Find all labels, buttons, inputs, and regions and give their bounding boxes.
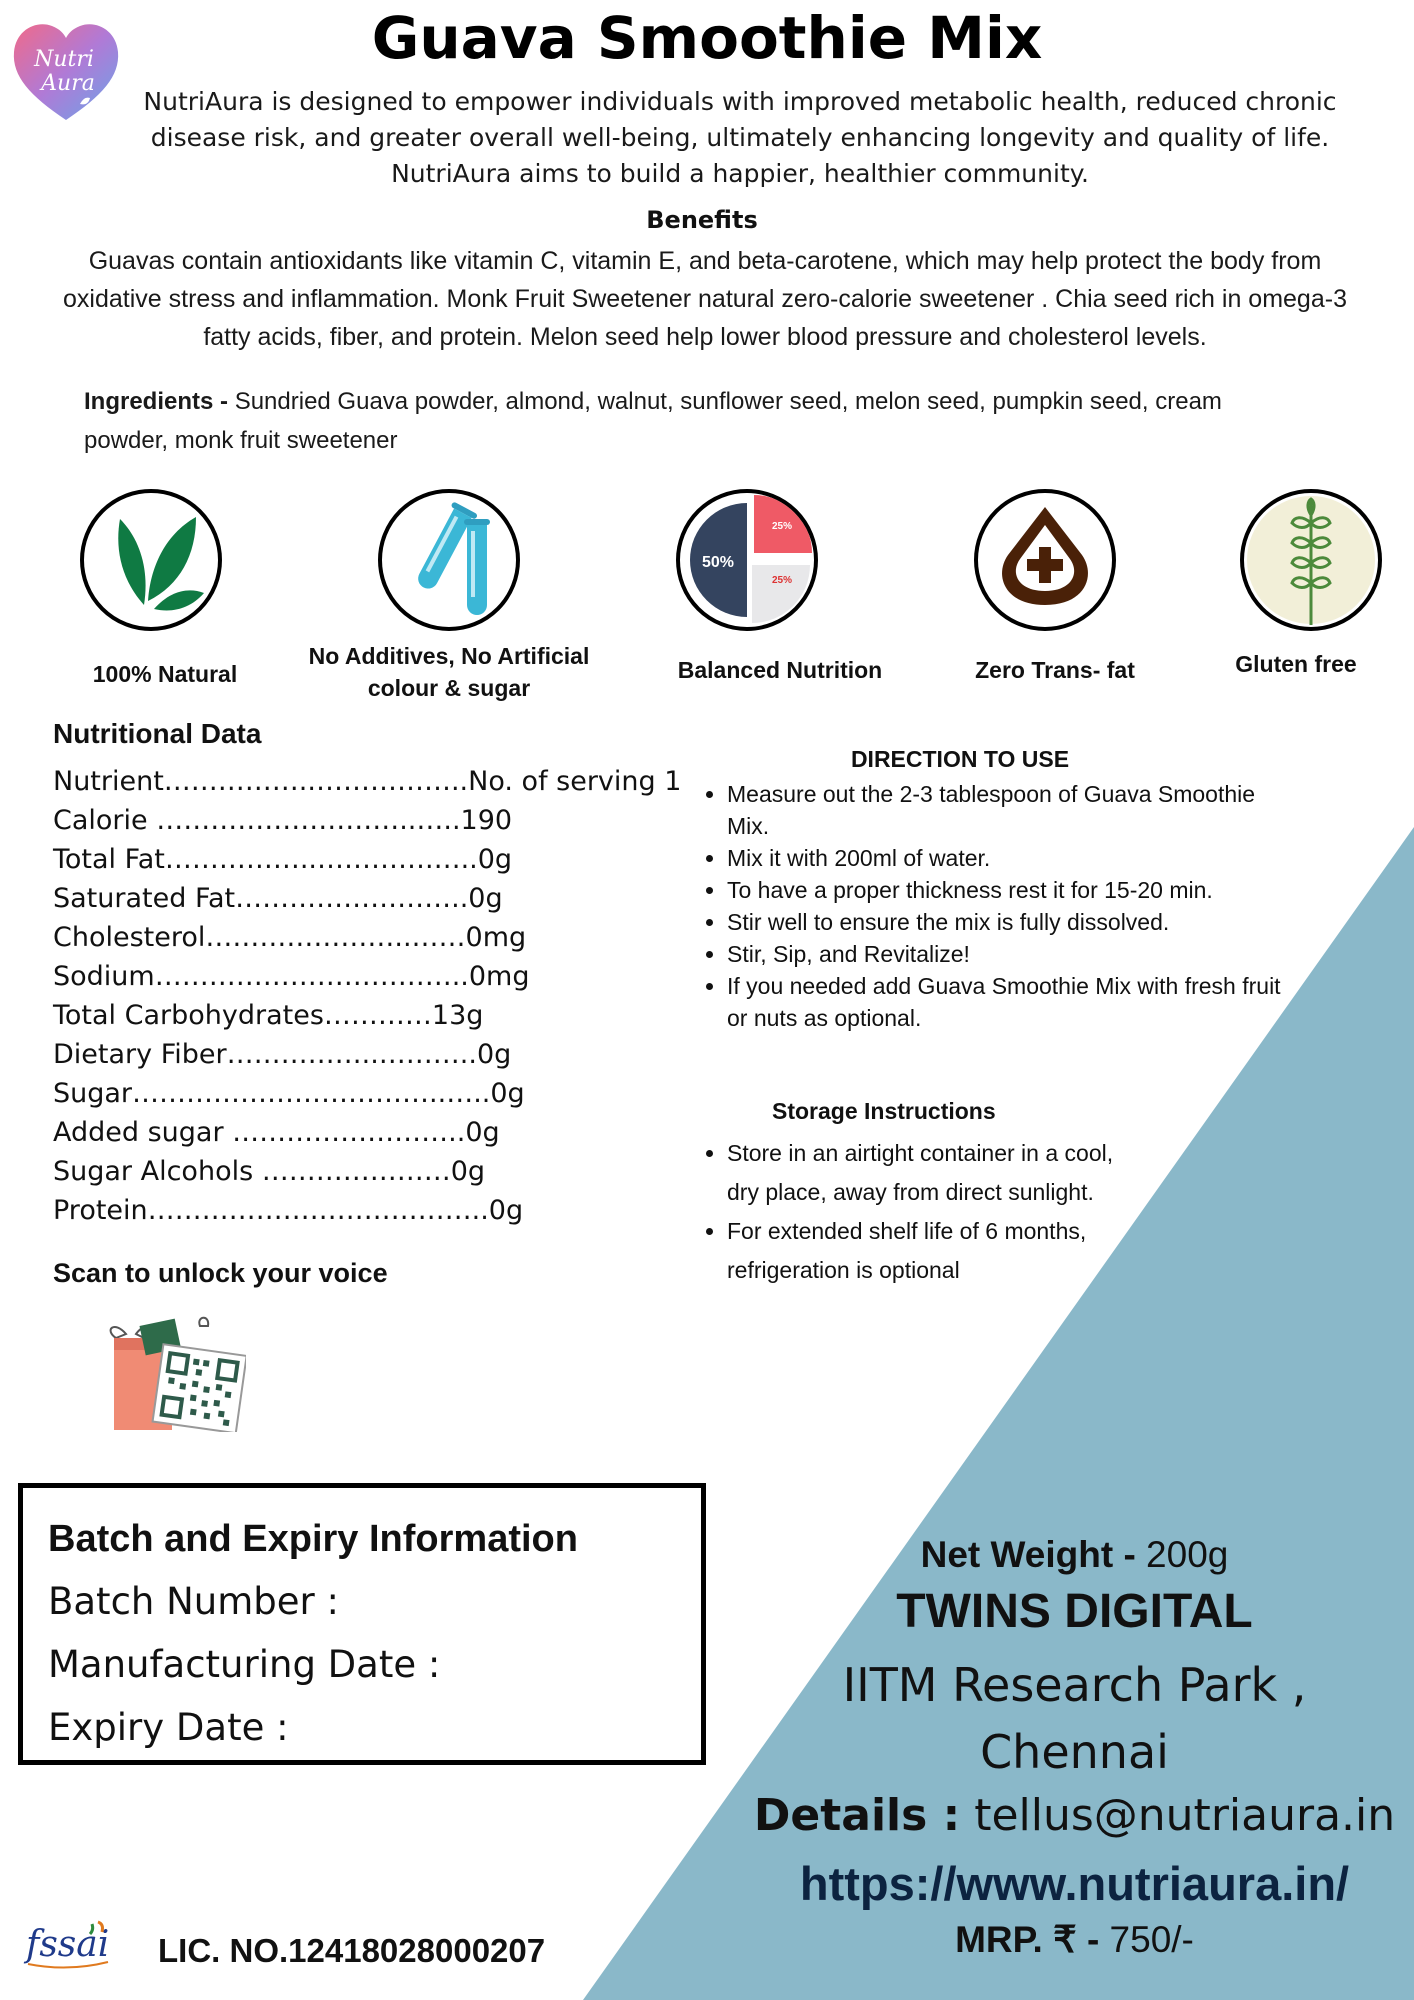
badge-label-no-additives: No Additives, No Artificial colour & sugar: [308, 643, 590, 701]
nutrition-row: Total Carbohydrates…………13g: [53, 1000, 484, 1031]
nutrition-row: Saturated Fat……………………..0g: [53, 883, 503, 914]
batch-number-label: Batch Number :: [48, 1580, 339, 1623]
svg-text:50%: 50%: [701, 554, 735, 571]
direction-item: • Measure out the 2-3 tablespoon of Guava Smoothie Mix.: [727, 778, 1287, 842]
storage-item: • For extended shelf life of 6 months, refrigeration is optional: [727, 1212, 1127, 1290]
storage-item: • Store in an airtight container in a cool, dry place, away from direct sunlight.: [727, 1134, 1127, 1212]
address-line-1: IITM Research Park ,: [842, 1658, 1307, 1712]
nutrition-row: Sugar Alcohols …………………0g: [53, 1156, 486, 1187]
direction-item: • Mix it with 200ml of water.: [727, 842, 1287, 874]
manufacturing-date-label: Manufacturing Date :: [48, 1643, 441, 1686]
badge-label-gluten-free: Gluten free: [1235, 651, 1357, 677]
badge-label-balanced: Balanced Nutrition: [677, 657, 883, 683]
nutrition-row: Calorie ………………………..…..190: [53, 805, 513, 836]
address-line-2: Chennai: [980, 1725, 1169, 1779]
company-address: [735, 1652, 1414, 1786]
direction-item: • To have a proper thickness rest it for 15-20 min.: [727, 874, 1287, 906]
wheat-icon: [1240, 489, 1382, 631]
website-link[interactable]: https://www.nutriaura.in/: [799, 1857, 1350, 1910]
nutrition-row: Dietary Fiber……………..………..0g: [53, 1039, 512, 1070]
badge-label-natural: 100% Natural: [92, 661, 238, 687]
contact-details: [735, 1790, 1414, 1841]
fssai-logo: [22, 1918, 114, 1970]
direction-item: • Stir well to ensure the mix is fully dissolved.: [727, 906, 1287, 938]
benefits-text: Guavas contain antioxidants like vitamin C, vitamin E, and beta-carotene, which may help protect the body from oxidative stress and inflammation. Monk Fruit Sweetener natural zero-calorie sweetener . Chia seed rich in omega-3 fatty acids, fiber, and protein. Melon seed help lower blood pressure and cholesterol levels.: [63, 247, 1347, 351]
leaf-icon: [80, 489, 222, 631]
shield-plus-icon: [974, 489, 1116, 631]
ingredients-label: Ingredients -: [84, 388, 229, 415]
svg-text:25%: 25%: [771, 521, 793, 532]
company-name: TWINS DIGITAL: [896, 1585, 1253, 1638]
net-weight-label: Net Weight -: [920, 1534, 1136, 1575]
scan-label: Scan to unlock your voice: [53, 1258, 388, 1288]
nutrition-row: Total Fat……………..………….…..0g: [53, 844, 513, 875]
nutrition-row: Sodium……………………………..0mg: [53, 961, 530, 992]
batch-heading: Batch and Expiry Information: [48, 1518, 578, 1560]
contact-email[interactable]: tellus@nutriaura.in: [960, 1790, 1396, 1841]
test-tubes-icon: [378, 489, 520, 631]
benefits-heading: Benefits: [646, 206, 758, 234]
svg-text:Aura: Aura: [41, 71, 95, 96]
brand-intro: NutriAura is designed to empower individuals with improved metabolic health, reduced chronic disease risk, and greater overall well-being, ultimately enhancing longevity and quality of life. NutriAura aims to build a happier, healthier community.: [143, 87, 1337, 188]
svg-text:25%: 25%: [771, 575, 793, 586]
ingredients: [84, 382, 1264, 460]
nutrition-row: Added sugar ……………………..0g: [53, 1117, 500, 1148]
storage-list: [694, 1134, 1127, 1290]
direction-item: • If you needed add Guava Smoothie Mix with fresh fruit or nuts as optional.: [727, 970, 1287, 1034]
batch-expiry-box: [18, 1483, 706, 1765]
net-weight-value: 200g: [1135, 1534, 1229, 1575]
nutrition-row: Nutrient……………..……………..No. of serving 1: [53, 766, 682, 797]
storage-heading: Storage Instructions: [772, 1098, 996, 1124]
directions-heading: DIRECTION TO USE: [850, 746, 1070, 772]
pie-chart-icon: [676, 489, 818, 631]
mrp: [735, 1918, 1414, 1961]
nutrition-heading: Nutritional Data: [53, 718, 262, 749]
svg-text:Nutri: Nutri: [34, 47, 94, 72]
mrp-value: 750/-: [1099, 1919, 1194, 1960]
badge-label-zero-trans-fat: Zero Trans- fat: [975, 657, 1135, 683]
nutrition-row: Protein………………………………..0g: [53, 1195, 524, 1226]
directions-list: [694, 778, 1287, 1034]
expiry-date-label: Expiry Date :: [48, 1706, 289, 1749]
license-number: LIC. NO.12418028000207: [158, 1932, 546, 1969]
nutrition-row: Cholesterol…………………..……0mg: [53, 922, 527, 953]
nutrition-row: Sugar……………………………..…..0g: [53, 1078, 525, 1109]
nutrition-table: [53, 762, 682, 1230]
gift-qr-icon[interactable]: [96, 1316, 246, 1432]
direction-item: • Stir, Sip, and Revitalize!: [727, 938, 1287, 970]
ingredients-text: Sundried Guava powder, almond, walnut, sunflower seed, melon seed, pumpkin seed, cream powder, monk fruit sweetener: [84, 388, 1222, 454]
net-weight: [735, 1534, 1414, 1576]
product-title: Guava Smoothie Mix: [371, 4, 1043, 72]
details-label: Details :: [753, 1790, 961, 1841]
svg-text:fssai: fssai: [26, 1924, 110, 1965]
mrp-label: MRP. ₹ -: [955, 1919, 1100, 1960]
